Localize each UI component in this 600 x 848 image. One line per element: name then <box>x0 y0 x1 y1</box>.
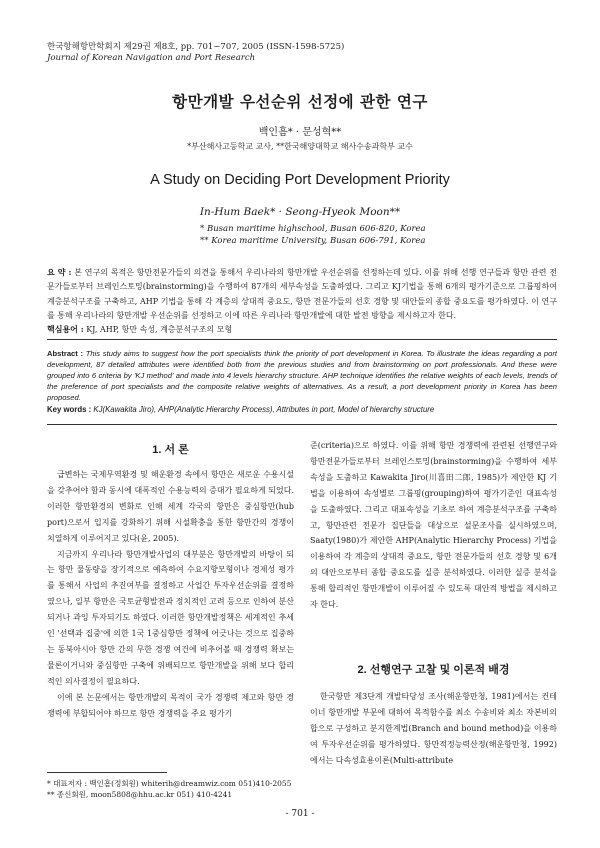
authors-en: In-Hum Baek* · Seong-Hyeok Moon** <box>199 206 401 218</box>
keywords-ko <box>47 324 557 335</box>
right-column-section-2 <box>310 689 557 769</box>
journal-name-en: Journal of Korean Navigation and Port Research <box>47 53 256 63</box>
paragraph: 급변하는 국제무역환경 및 해운환경 속에서 항만은 새로운 수용시설을 갖추어야 함과 동시에 대폭적인 수용능력의 증대가 필요하게 되었다. 이러한 항만환경의 변화로 인해 세계 각국의 항만은 중심항만(hub port)으로서 입지를 강화하기 위해 시설확충을 통한 항만간의 경쟁이 치열하게 이루어지고 있다(윤, 2005). <box>47 470 294 543</box>
affiliation-en-1: * Busan maritime highschool, Busan 606-820, Korea <box>200 224 426 234</box>
abstract-ko-text: 본 연구의 목적은 항만전문가들의 의견을 통해서 우리나라의 항만개발 우선순위를 선정하는데 있다. 이를 위해 선행 연구들과 항만 관련 전문가들로부터 브레인스토밍(brainstorming)을 수행하여 87개의 세부속성을 도출하였다. 그리고 KJ기법을 통해 6개의 평가기준으로 그룹핑하여 계층분석구조를 구축하고, AHP 기법을 통해 각 계층의 상대적 중요도, 항만 전문가들의 선호 경향 및 대안들의 종합 중요도를 평가하였다. 이 연구를 통해 우리나라의 항만개발 우선순위를 선정하고 이에 따른 우리나라 항만개발에 대한 발전 방향을 제시하고자 한다. <box>47 268 558 320</box>
left-column <box>47 467 294 722</box>
footnote-1: * 대표저자 : 백인흠(정회원) whiterih@dreamwiz.com 051)410-2055 <box>47 779 292 788</box>
keywords-ko-text: KJ, AHP, 항만 속성, 계층분석구조의 모형 <box>86 325 233 334</box>
abstract-en-label: Abstract : <box>47 349 84 358</box>
divider-rule <box>47 424 557 425</box>
journal-citation: 한국항해항만학회지 제29권 제8호, pp. 701~707, 2005 (ISSN-1598-5725) <box>47 42 345 52</box>
affiliation-en-2: ** Korea maritime University, Busan 606-791, Korea <box>200 236 426 246</box>
keywords-ko-label: 핵심용어 : <box>47 324 84 334</box>
abstract-en-text: This study aims to suggest how the port specialists think the priority of port development in Korea. To illustrate the ideas regarding a port development, 87 detailed attributes were identified both from the previous studies and from brainstorming on port professionals. And these were grouped into 6 criteria by 'KJ method' and made into 4 levels hierarchy structure. AHP technique identifies the relative weights of each levels, trends of the preference of port specialists and the composite relative weights of alternatives. As a result, a port development priority in Korea has been proposed. <box>47 349 557 402</box>
paragraph: 이에 본 논문에서는 항만개발의 목적이 국가 경쟁력 제고와 항만 경쟁력에 부합되어야 하므로 항만 경쟁력을 주요 평가기 <box>47 692 294 718</box>
authors-ko: 백인흠* · 문성혁** <box>258 127 342 138</box>
paragraph: 한국항만 제3단계 개발타당성 조사(해운항만청, 1981)에서는 컨테이너 항만개발 부문에 대하여 목적함수를 최소 수송비와 최소 자본비의 합으로 구성하고 분지한계법(Branch and bound method)을 이용하여 투자우선순위를 평가하였다. 항만적정능력산정(해운항만청, 1992)에서는 다속성효용이론(Multi-attribute <box>310 692 557 765</box>
keywords-en <box>47 405 557 414</box>
affiliation-ko: *부산해사고등학교 교사, **한국해양대학교 해사수송과학부 교수 <box>187 142 413 151</box>
affiliations-en <box>200 223 426 247</box>
abstract-ko <box>47 265 557 323</box>
page-number: - 701 - <box>285 809 315 819</box>
right-column <box>310 438 557 613</box>
paper-title-ko: 항만개발 우선순위 선정에 관한 연구 <box>172 92 428 111</box>
abstract-ko-label: 요 약 : <box>47 267 72 277</box>
paragraph: 준(criteria)으로 하였다. 이를 위해 항만 경쟁력에 관련된 선행연구와 항만전문가들로부터 브레인스토밍(brainstorming)을 수행하여 세부속성을 도출하고 Kawakita Jiro(川喜田二郎, 1985)가 제안한 KJ 기법을 이용하여 속성별로 그룹핑(grouping)하여 평가기준인 대표속성을 도출하였다. 그리고 대표속성을 기초로 하여 계층분석구조를 구축하고, 항만관련 전문가 집단들을 대상으로 설문조사를 실시하였으며, Saaty(1980)가 제안한 AHP(Analytic Hierarchy Process) 기법을 이용하여 각 계층의 상대적 중요도, 항만 전문가들의 선호 경향 및 6개의 대안으로부터 종합 중요도를 실증 분석하였다. 이러한 실증 분석을 통해 합리적인 항만개발이 이루어질 수 있도록 대안적 방법을 제시하고자 한다. <box>310 441 557 610</box>
journal-header <box>47 42 344 64</box>
keywords-en-text: KJ(Kawakita Jiro), AHP(Analytic Hierarchy Process), Attributes in port, Model of hierarchy structure <box>93 405 435 414</box>
paper-title-en: A Study on Deciding Port Development Priority <box>150 172 450 188</box>
keywords-en-label: Key words : <box>47 405 92 414</box>
footnote-rule <box>47 772 167 773</box>
footnotes <box>47 778 291 800</box>
divider-rule <box>47 339 557 340</box>
section-heading-1: 1. 서 론 <box>152 444 189 456</box>
footnote-2: ** 종신회원, moon5808@hhu.ac.kr 051) 410-4241 <box>47 790 233 799</box>
paragraph: 지금까지 우리나라 항만개발사업의 대부분은 항만개발의 바탕이 되는 항만 물동량을 장기적으로 예측하여 수요지향모형이나 경제성 평가를 통해서 사업의 추진여부를 결정하고 사업간 투자우선순위를 결정하였으나, 일부 항만은 국토균형발전과 정치적인 고려 등으로 인하여 분산되거나 과잉 투자되기도 하였다. 이러한 항만개발정책은 세계적인 추세인 '선택과 집중'에 의한 1국 1중심항만 정책에 어긋나는 것으로 집중하는 동북아시아 항만 간의 무한 경쟁 여건에 비추어볼 때 경쟁력 확보는 물론이거니와 중심항만 구축에 위배되므로 항만개발을 위해 보다 합리적인 의사결정이 필요하다. <box>47 549 294 686</box>
section-heading-2: 2. 선행연구 고찰 및 이론적 배경 <box>357 664 510 676</box>
abstract-en <box>47 348 557 403</box>
